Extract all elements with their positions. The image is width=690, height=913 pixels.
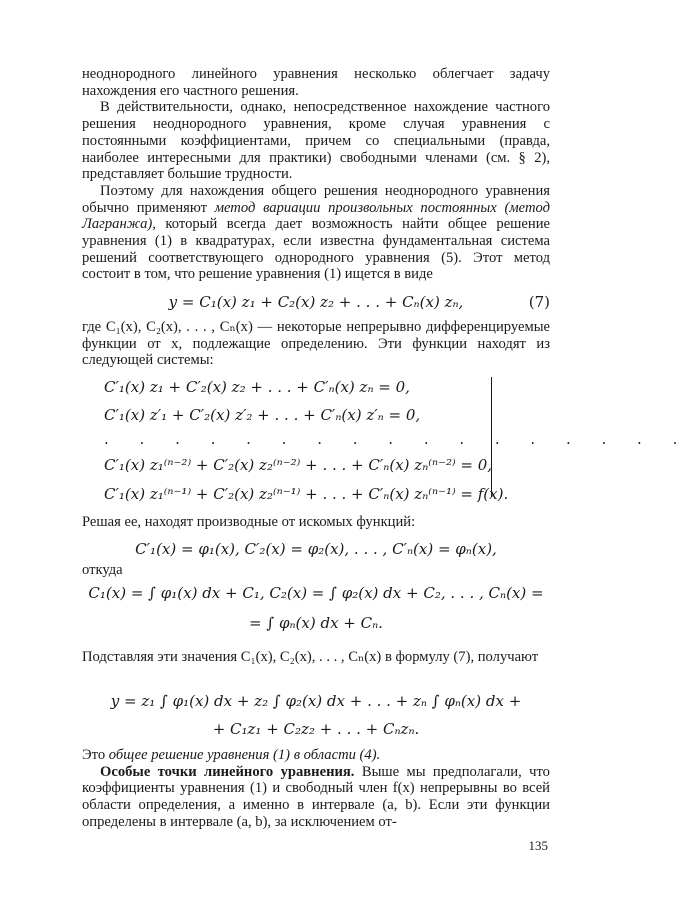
paragraph-5: Решая ее, находят производные от искомых функций: — [82, 514, 416, 530]
paragraph-8 — [82, 764, 550, 831]
equation-general-solution — [82, 692, 550, 710]
paragraph-6: Подставляя эти значения C₁(x), C₂(x), . . . , Cₙ(x) в формулу (7), получают — [82, 649, 539, 665]
section-heading: Особые точки линейного уравнения. — [100, 763, 355, 780]
system-line-4: C′₁(x) z₁⁽ⁿ⁻¹⁾ + C′₂(x) z₂⁽ⁿ⁻¹⁾ + . . . + C′ₙ(x) zₙ⁽ⁿ⁻¹⁾ = f(x). — [104, 485, 509, 503]
system-line-3: C′₁(x) z₁⁽ⁿ⁻²⁾ + C′₂(x) z₂⁽ⁿ⁻²⁾ + . . . + C′ₙ(x) zₙ⁽ⁿ⁻²⁾ = 0, — [104, 456, 493, 474]
system-line-2: C′₁(x) z′₁ + C′₂(x) z′₂ + . . . + C′ₙ(x) z′ₙ = 0, — [104, 406, 421, 424]
equation-c-integrals-line-1: C₁(x) = ∫ φ₁(x) dx + C₁, C₂(x) = ∫ φ₂(x) dx + C₂, . . . , Cₙ(x) = — [88, 584, 544, 602]
equation-general-solution-line-2: + C₁z₁ + C₂z₂ + . . . + Cₙzₙ. — [212, 720, 420, 738]
equation-c-integrals — [82, 584, 550, 602]
equation-number: (7) — [528, 293, 550, 311]
equation-c-integrals-line-2: = ∫ φₙ(x) dx + Cₙ. — [249, 614, 383, 632]
equation-derivatives-formula: C′₁(x) = φ₁(x), C′₂(x) = φ₂(x), . . . , C′ₙ(x) = φₙ(x), — [135, 540, 497, 558]
equation-derivatives — [82, 540, 550, 558]
equation-cn-integral — [82, 614, 550, 632]
text-block-top — [82, 66, 550, 283]
paragraph-3-italic: метод вариации произвольных постоянных (метод Лагранжа) — [82, 199, 550, 233]
text-block-solving — [82, 514, 550, 531]
paragraph-3-text-a: Поэтому для нахождения общего решения неоднородного уравнения обычно применяют — [82, 182, 550, 216]
system-line-1: C′₁(x) z₁ + C′₂(x) z₂ + . . . + C′ₙ(x) zₙ = 0, — [104, 378, 410, 396]
paragraph-1: неоднородного линейного уравнения несколько облегчает задачу нахождения его частного решения. — [82, 66, 550, 99]
text-block-substitute — [82, 649, 550, 666]
page-number: 135 — [528, 838, 548, 853]
equation-system — [82, 378, 690, 503]
system-brace — [485, 377, 492, 497]
paragraph-4: где C₁(x), C₂(x), . . . , Cₙ(x) — некоторые непрерывно дифференцируемые функции от x, подлежащие определению. Эти функции находят из следующей системы: — [82, 319, 550, 369]
text-block-bottom — [82, 747, 550, 831]
equation-general-solution-cont — [82, 720, 550, 738]
paragraph-3 — [82, 183, 550, 283]
paragraph-3-text-b: , который всегда дает возможность найти общее решение уравнения (1) в квадратурах, если известна фундаментальная система решений соответствующего однородного уравнения (5). Этот метод состоит в том, что решение уравнения (1) ищется в виде — [82, 216, 550, 283]
text-otkuda — [82, 562, 550, 579]
paragraph-8-text: Выше мы предполагали, что коэффициенты уравнения (1) и свободный член f(x) непрерывны во всей области определения, а именно в интервале (a, b). Если эти функции определены в интервале (a, b), за исключением от- — [82, 763, 550, 830]
equation-7 — [82, 293, 550, 311]
paragraph-7-italic: общее решение уравнения (1) в области (4). — [108, 747, 381, 763]
equation-7-formula: y = C₁(x) z₁ + C₂(x) z₂ + . . . + Cₙ(x) zₙ, — [168, 293, 464, 311]
equation-general-solution-line-1: y = z₁ ∫ φ₁(x) dx + z₂ ∫ φ₂(x) dx + . . . + zₙ ∫ φₙ(x) dx + — [110, 692, 522, 710]
paragraph-7 — [82, 747, 550, 764]
word-otkuda: откуда — [82, 562, 123, 578]
system-dots-row: . . . . . . . . . . . . . . . . . — [104, 430, 690, 448]
paragraph-7-text: Это — [82, 747, 109, 763]
paragraph-2: В действительности, однако, непосредственное нахождение частного решения неоднородного уравнения, кроме случая уравнения с постоянными коэффициентами, причем со специальными (правда, наиболее интересными для практики) свободными членами (см. § 2), представляет большие трудности. — [82, 99, 550, 183]
text-block-functions — [82, 319, 550, 369]
